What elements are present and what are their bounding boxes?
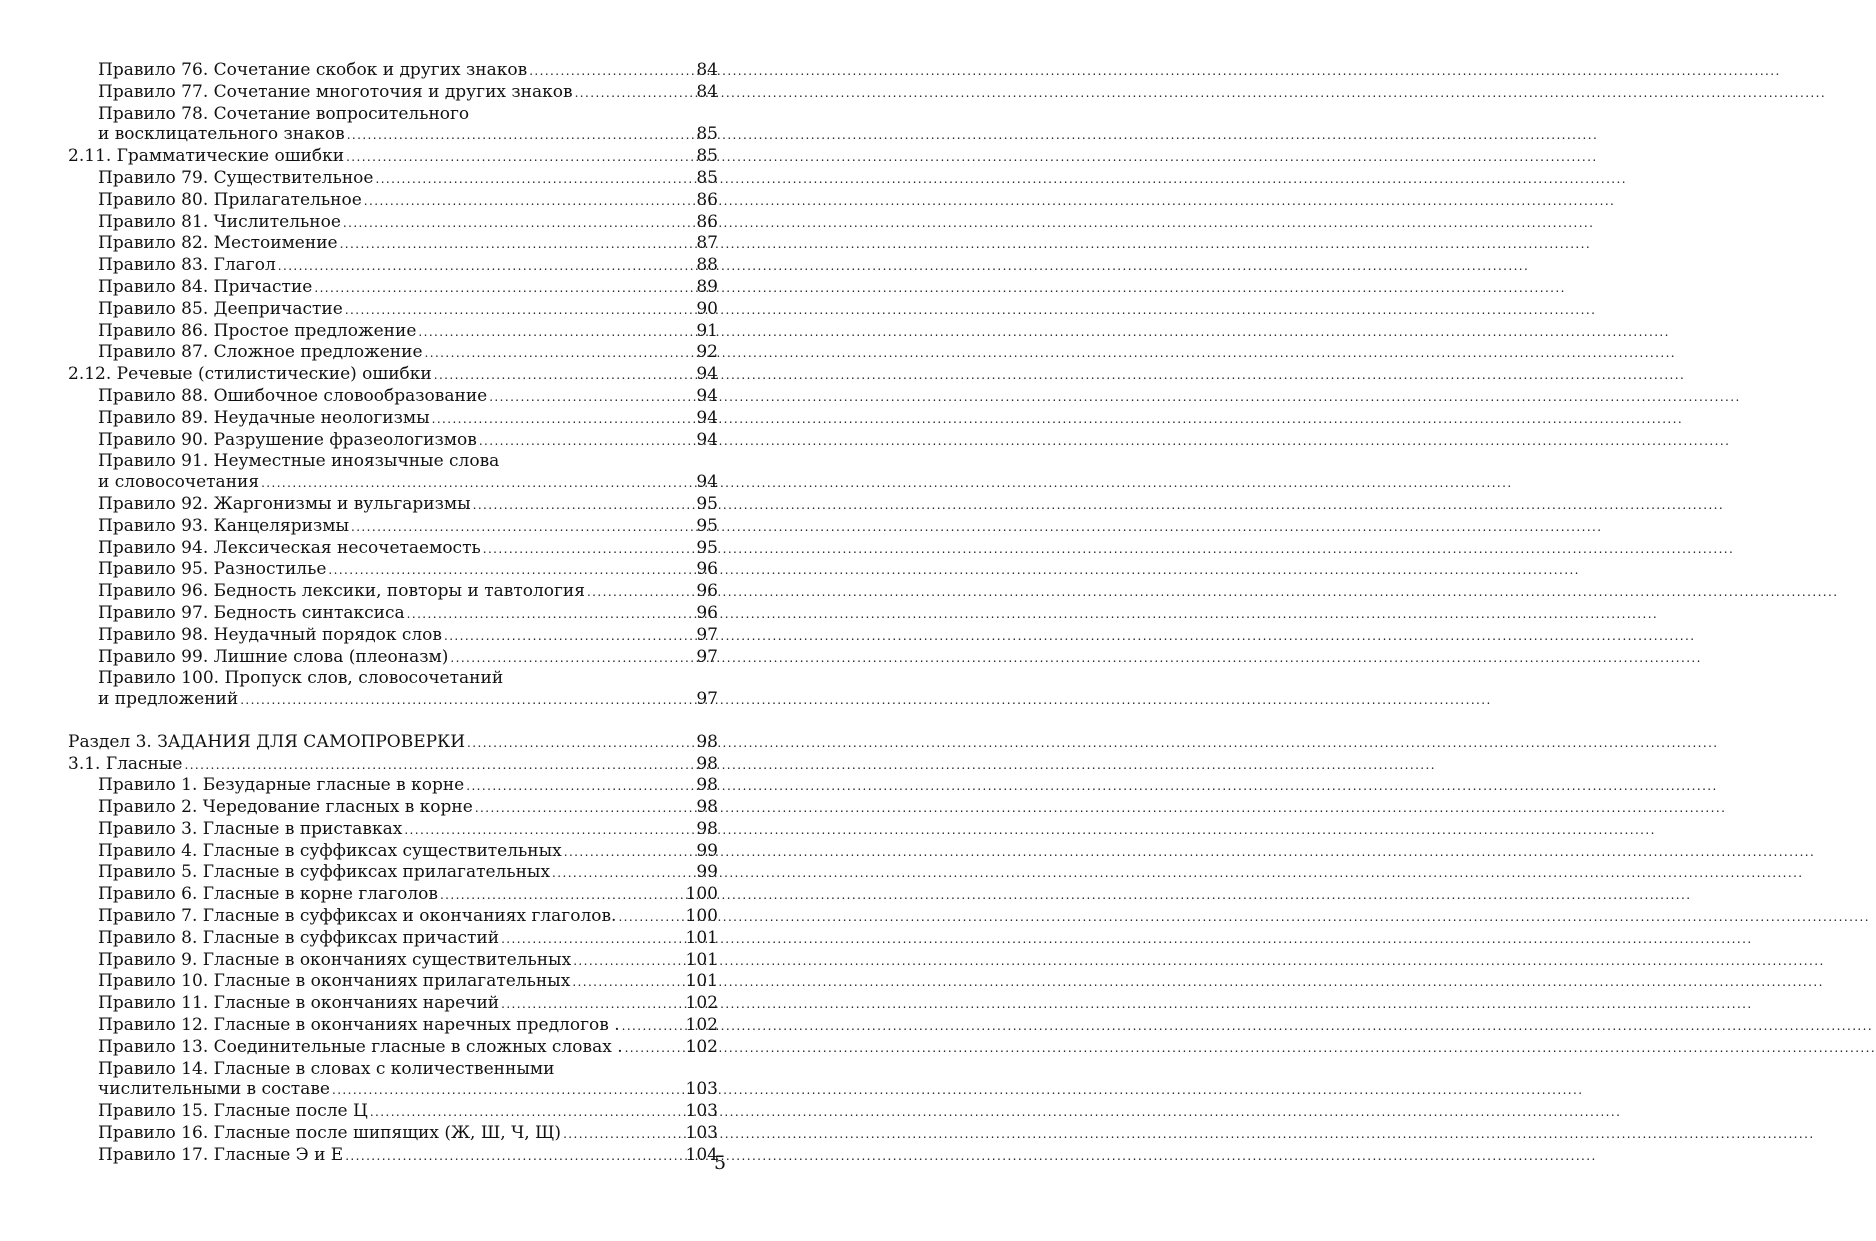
toc-entry-page: 102 [685, 1015, 718, 1036]
toc-entry-page: 86 [696, 211, 718, 232]
toc-entry-page: 90 [696, 298, 718, 319]
toc-entry [68, 1037, 718, 1059]
dot-leader [425, 343, 688, 364]
dot-leader [622, 1016, 684, 1037]
toc-entry-page: 84 [696, 81, 718, 102]
toc-entry-title: Правило 89. Неудачные неологизмы [98, 407, 430, 428]
dot-leader [444, 626, 688, 647]
toc-entry [68, 516, 718, 538]
dot-leader [261, 473, 688, 494]
dot-leader [473, 495, 688, 516]
dot-leader [278, 256, 688, 277]
toc-entry-title: Правило 10. Гласные в окончаниях прилагательных [98, 971, 571, 992]
toc-entry [68, 1015, 718, 1037]
toc-entry-page: 91 [696, 320, 718, 341]
toc-entry [68, 168, 718, 190]
dot-leader [587, 582, 688, 603]
toc-entry-page: 95 [696, 493, 718, 514]
toc-entry [68, 386, 718, 408]
toc-entry-title: 2.11. Грамматические ошибки [68, 146, 345, 167]
toc-entry [68, 884, 718, 906]
toc-entry-title: Правило 4. Гласные в суффиксах существительных [98, 840, 562, 861]
dot-leader [418, 322, 688, 343]
toc-entry-title: Правило 7. Гласные в суффиксах и окончаниях глаголов. [98, 906, 617, 927]
toc-entry-title: Правило 79. Существительное [98, 167, 374, 188]
dot-leader [466, 776, 688, 797]
toc-entry-title: Правило 13. Соединительные гласные в сложных словах . [98, 1036, 623, 1057]
dot-leader [370, 1102, 684, 1123]
toc-entry-title: Правило 2. Чередование гласных в корне [98, 797, 473, 818]
toc-entry-page: 94 [696, 429, 718, 450]
dot-leader [450, 648, 688, 669]
dot-leader [552, 863, 688, 884]
dot-leader [375, 169, 688, 190]
toc-entry-title: Правило 78. Сочетание вопросительного [98, 103, 470, 124]
toc-entry-page: 99 [696, 862, 718, 883]
toc-entry [68, 60, 718, 82]
toc-entry-page: 98 [696, 753, 718, 774]
toc-entry-title: Правило 92. Жаргонизмы и вульгаризмы [98, 493, 471, 514]
toc-entry-title: Правило 14. Гласные в словах с количественными [98, 1058, 555, 1079]
toc-entry-title: Правило 82. Местоимение [98, 233, 338, 254]
dot-leader [440, 885, 684, 906]
toc-entry [68, 862, 718, 884]
dot-leader [314, 278, 688, 299]
toc-entry-title: и словосочетания [98, 472, 260, 493]
dot-leader [479, 431, 688, 452]
toc-entry-title: Правило 97. Бедность синтаксиса [98, 602, 405, 623]
toc-entry [68, 906, 718, 928]
toc-entry-title: 3.1. Гласные [68, 753, 183, 774]
toc-entry [68, 1079, 718, 1101]
toc-entry [68, 451, 718, 472]
dot-leader [564, 842, 688, 863]
toc-entry [68, 819, 718, 841]
dot-leader [347, 125, 688, 146]
dot-leader [434, 365, 688, 386]
toc-entry [68, 1145, 718, 1167]
toc-entry-title: Правило 3. Гласные в приставках [98, 818, 403, 839]
toc-entry-title: Правило 95. Разностилье [98, 559, 327, 580]
toc-entry [68, 472, 718, 494]
toc-entry-title: Правило 86. Простое предложение [98, 320, 417, 341]
toc-entry-page: 98 [696, 797, 718, 818]
toc-entry-page: 94 [696, 472, 718, 493]
toc-section-entry [68, 146, 718, 168]
toc-entry-title: и восклицательного знаков [98, 124, 345, 145]
toc-section-entry [68, 732, 718, 754]
toc-entry-title: Правило 77. Сочетание многоточия и других знаков [98, 81, 573, 102]
toc-entry [68, 668, 718, 689]
toc-entry-page: 98 [696, 818, 718, 839]
toc-entry-page: 96 [696, 559, 718, 580]
dot-leader [328, 560, 688, 581]
toc-entry-title: 2.12. Речевые (стилистические) ошибки [68, 364, 432, 385]
toc-entry [68, 950, 718, 972]
dot-leader [467, 733, 688, 754]
toc-entry-page: 97 [696, 689, 718, 710]
dot-leader [364, 191, 688, 212]
toc-entry-page: 97 [696, 624, 718, 645]
toc-entry-page: 100 [685, 884, 718, 905]
toc-entry-title: Правило 93. Канцеляризмы [98, 515, 349, 536]
toc-entry [68, 124, 718, 146]
toc-entry [68, 538, 718, 560]
toc-entry-page: 86 [696, 189, 718, 210]
dot-leader [346, 147, 688, 168]
toc-entry [68, 255, 718, 277]
dot-leader [529, 61, 688, 82]
toc-entry-page: 88 [696, 255, 718, 276]
toc-entry-page: 101 [685, 971, 718, 992]
toc-entry-page: 85 [696, 124, 718, 145]
dot-leader [618, 907, 683, 928]
toc-entry [68, 1059, 718, 1080]
toc-entry-page: 89 [696, 276, 718, 297]
dot-leader [351, 517, 688, 538]
toc-entry [68, 321, 718, 343]
toc-entry [68, 797, 718, 819]
toc-entry-page: 104 [685, 1144, 718, 1165]
dot-leader [340, 234, 688, 255]
dot-leader [404, 820, 688, 841]
toc-entry-page: 92 [696, 342, 718, 363]
toc-entry-page: 98 [696, 775, 718, 796]
dot-leader [240, 690, 688, 711]
toc-section-entry [68, 754, 718, 776]
toc-entry-page: 98 [696, 731, 718, 752]
toc-entry-page: 84 [696, 60, 718, 80]
toc-entry [68, 1101, 718, 1123]
toc-entry [68, 928, 718, 950]
toc-entry-page: 95 [696, 537, 718, 558]
toc-entry [68, 647, 718, 669]
dot-leader [332, 1080, 684, 1101]
dot-leader [501, 994, 683, 1015]
toc-entry [68, 971, 718, 993]
toc-entry-page: 103 [685, 1079, 718, 1100]
toc-entry-page: 96 [696, 581, 718, 602]
dot-leader [625, 1038, 684, 1059]
toc-entry-page: 97 [696, 646, 718, 667]
toc-entry-title: Правило 8. Гласные в суффиксах причастий [98, 927, 500, 948]
toc-entry [68, 775, 718, 797]
toc-section-entry [68, 364, 718, 386]
toc-entry-title: числительными в составе [98, 1079, 330, 1100]
page-number: 5 [714, 1152, 727, 1174]
toc-entry-title: Правило 5. Гласные в суффиксах прилагательных [98, 862, 551, 883]
toc-entry-title: Правило 80. Прилагательное [98, 189, 362, 210]
dot-leader [573, 951, 683, 972]
toc-entry [68, 581, 718, 603]
toc-entry [68, 841, 718, 863]
toc-entry-title: Правило 99. Лишние слова (плеоназм) [98, 646, 449, 667]
toc-entry-title: Правило 84. Причастие [98, 276, 313, 297]
dot-leader [345, 1146, 683, 1167]
toc-entry-page: 102 [685, 993, 718, 1014]
toc-entry [68, 233, 718, 255]
dot-leader [563, 1124, 683, 1145]
toc-entry-page: 85 [696, 167, 718, 188]
toc-entry-title: Правило 81. Числительное [98, 211, 341, 232]
dot-leader [345, 300, 688, 321]
toc-entry-title: Правило 6. Гласные в корне глаголов [98, 884, 438, 905]
toc-entry [68, 277, 718, 299]
toc-entry-title: Правило 9. Гласные в окончаниях существительных [98, 949, 572, 970]
toc-entry-page: 102 [685, 1036, 718, 1057]
toc-entry-page: 95 [696, 515, 718, 536]
toc-entry [68, 689, 718, 711]
dot-leader [184, 755, 688, 776]
toc-entry [68, 494, 718, 516]
dot-leader [501, 929, 683, 950]
toc-entry [68, 212, 718, 234]
toc-entry [68, 430, 718, 452]
toc-entry-page: 94 [696, 364, 718, 385]
toc-entry-title: Правило 87. Сложное предложение [98, 342, 423, 363]
toc-entry [68, 190, 718, 212]
toc-entry-title: Правило 1. Безударные гласные в корне [98, 775, 465, 796]
toc-entry-page: 99 [696, 840, 718, 861]
toc-entry-page: 85 [696, 146, 718, 167]
toc-entry [68, 603, 718, 625]
toc-entry [68, 1123, 718, 1145]
toc-entry [68, 104, 718, 125]
dot-leader [475, 798, 688, 819]
toc-entry [68, 408, 718, 430]
toc-entry-page: 96 [696, 602, 718, 623]
dot-leader [432, 409, 688, 430]
toc-entry-title: Правило 76. Сочетание скобок и других знаков [98, 60, 528, 80]
book-page [0, 0, 827, 1241]
toc-entry-title: и предложений [98, 689, 239, 710]
toc-entry-title: Правило 83. Глагол [98, 255, 276, 276]
toc-entry [68, 342, 718, 364]
toc-entry-title: Раздел 3. ЗАДАНИЯ ДЛЯ САМОПРОВЕРКИ [68, 731, 466, 752]
table-of-contents [68, 60, 718, 1167]
toc-entry-title: Правило 100. Пропуск слов, словосочетаний [98, 668, 504, 689]
toc-entry-page: 103 [685, 1123, 718, 1144]
toc-entry-page: 100 [685, 906, 718, 927]
toc-entry-title: Правило 96. Бедность лексики, повторы и тавтология [98, 581, 585, 602]
toc-entry-page: 103 [685, 1101, 718, 1122]
toc-entry-page: 94 [696, 385, 718, 406]
dot-leader [483, 539, 688, 560]
dot-leader [489, 387, 688, 408]
toc-entry [68, 559, 718, 581]
toc-entry [68, 625, 718, 647]
dot-leader [575, 83, 688, 104]
toc-entry [68, 299, 718, 321]
toc-entry-title: Правило 90. Разрушение фразеологизмов [98, 429, 477, 450]
toc-entry-page: 87 [696, 233, 718, 254]
dot-leader [407, 604, 688, 625]
toc-entry-title: Правило 17. Гласные Э и Е [98, 1144, 344, 1165]
toc-entry-title: Правило 91. Неуместные иноязычные слова [98, 451, 500, 472]
toc-entry-title: Правило 12. Гласные в окончаниях наречных предлогов . [98, 1015, 620, 1036]
toc-entry [68, 993, 718, 1015]
toc-entry-page: 101 [685, 949, 718, 970]
toc-entry-title: Правило 85. Деепричастие [98, 298, 343, 319]
toc-entry-title: Правило 98. Неудачный порядок слов [98, 624, 442, 645]
dot-leader [572, 972, 683, 993]
toc-entry-title: Правило 94. Лексическая несочетаемость [98, 537, 481, 558]
toc-entry-title: Правило 16. Гласные после шипящих (Ж, Ш, Ч, Щ) [98, 1123, 562, 1144]
toc-entry-page: 94 [696, 407, 718, 428]
toc-entry-title: Правило 88. Ошибочное словообразование [98, 385, 488, 406]
toc-entry-page: 101 [685, 927, 718, 948]
toc-entry-title: Правило 11. Гласные в окончаниях наречий [98, 993, 500, 1014]
toc-entry [68, 82, 718, 104]
dot-leader [343, 213, 688, 234]
toc-entry-title: Правило 15. Гласные после Ц [98, 1101, 368, 1122]
